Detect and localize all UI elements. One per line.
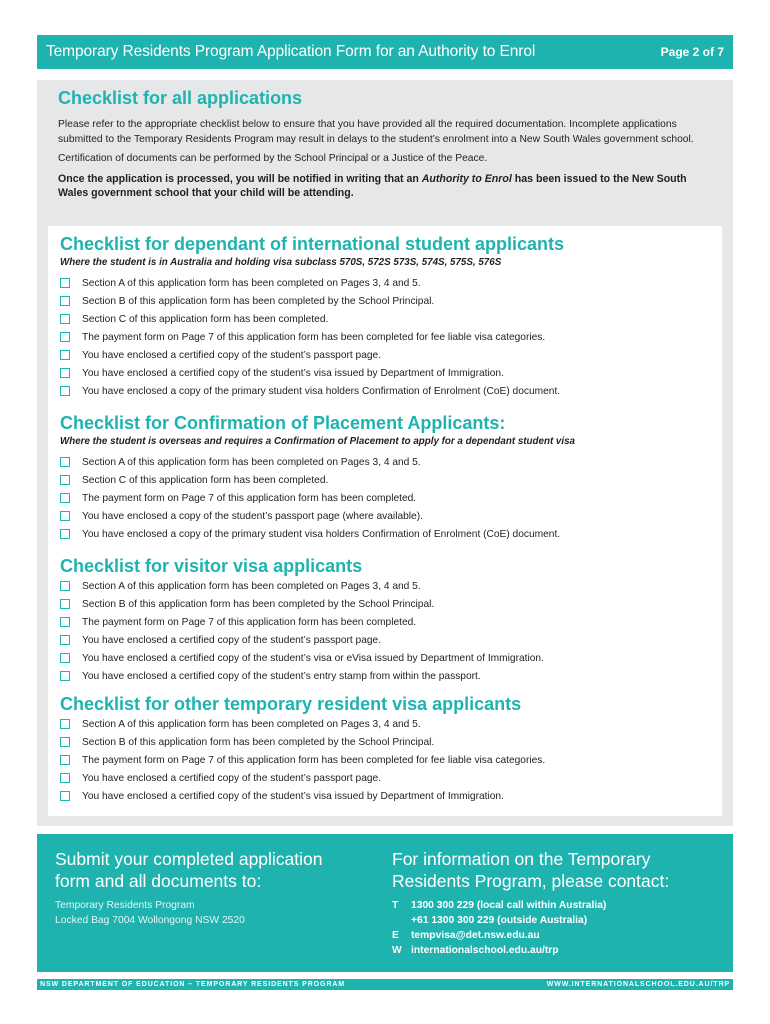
checkbox[interactable] [60,755,70,765]
address-line-1: Temporary Residents Program [55,900,195,911]
list-item [60,613,720,631]
item-label: You have enclosed a certified copy of the student’s passport page. [82,349,382,361]
item-label: The payment form on Page 7 of this application form has been completed. [82,492,417,504]
checkbox[interactable] [60,653,70,663]
checklist-confirmation-placement-section [60,412,720,543]
checkbox[interactable] [60,386,70,396]
list-item [60,577,720,595]
list-item [60,471,720,489]
phone-international[interactable]: +61 1300 300 229 (outside Australia) [411,915,588,926]
phone-local[interactable]: 1300 300 229 (local call within Australia) [411,900,607,911]
list-item [60,310,720,328]
list-item [60,769,720,787]
checkbox[interactable] [60,617,70,627]
email-link[interactable]: tempvisa@det.nsw.edu.au [411,930,540,941]
list-item [60,328,720,346]
checklist-dependant-section [60,233,720,400]
checkbox[interactable] [60,599,70,609]
checkbox[interactable] [60,332,70,342]
submit-heading-line-2: form and all documents to: [55,871,262,891]
intro-p3-end: has been issued to the New South Wales government school that your child will be attending. [58,172,687,199]
list-item [60,525,720,543]
contact-key: T [392,900,399,911]
intro-p3-start: Once the application is processed, you will be notified in writing that an [58,172,422,185]
page-header [37,35,733,69]
item-label: The payment form on Page 7 of this application form has been completed for fee liable visa categories. [82,754,546,766]
checkbox[interactable] [60,791,70,801]
list-item [60,292,720,310]
contact-key: E [392,930,399,941]
item-label: The payment form on Page 7 of this application form has been completed for fee liable visa categories. [82,331,546,343]
list-item [60,751,720,769]
checkbox[interactable] [60,314,70,324]
section-subheading: Where the student is in Australia and holding visa subclass 570S, 572S 573S, 574S, 575S, 576S [60,257,502,268]
item-label: Section A of this application form has been completed on Pages 3, 4 and 5. [82,456,421,468]
section-heading: Checklist for visitor visa applicants [60,556,363,576]
section-subheading: Where the student is overseas and requires a Confirmation of Placement to apply for a dependant student visa [60,436,575,447]
list-item [60,453,720,471]
checkbox[interactable] [60,475,70,485]
checkbox[interactable] [60,511,70,521]
checkbox[interactable] [60,719,70,729]
intro-paragraph-3 [58,172,718,201]
list-item [60,274,720,292]
item-label: The payment form on Page 7 of this application form has been completed. [82,616,417,628]
item-label: You have enclosed a certified copy of the student’s passport page. [82,772,382,784]
item-label: Section B of this application form has been completed by the School Principal. [82,295,435,307]
checkbox[interactable] [60,457,70,467]
checkbox[interactable] [60,350,70,360]
contact-row-phone-intl [392,913,669,928]
list-item [60,787,720,805]
page-number: Page 2 of 7 [660,45,724,59]
contact-row-phone [392,898,669,913]
info-heading-line-2: Residents Program, please contact: [392,871,670,891]
submit-heading-line-1: Submit your completed application [55,849,323,869]
section-heading: Checklist for dependant of international student applicants [60,234,565,254]
list-item [60,631,720,649]
item-label: Section C of this application form has been completed. [82,474,329,486]
checklist-visitor-visa-section [60,555,720,685]
intro-paragraph-2: Certification of documents can be performed by the School Principal or a Justice of the Peace. [58,153,488,164]
checkbox[interactable] [60,529,70,539]
submit-column [55,848,323,928]
address-line-2: Locked Bag 7004 Wollongong NSW 2520 [55,915,245,926]
intro-paragraph-1: Please refer to the appropriate checklist below to ensure that you have provided all the required documentation. Incomplete applications submitted to the Temporary Residents Program may result in delays to the student’s enrolment into a New South Wales government school. [58,119,694,145]
item-label: You have enclosed a certified copy of the student’s visa issued by Department of Immigration. [82,790,504,802]
item-label: You have enclosed a certified copy of the student’s visa or eVisa issued by Department of Immigration. [82,652,544,664]
information-column [392,848,669,958]
department-name: NSW DEPARTMENT OF EDUCATION – TEMPORARY RESIDENTS PROGRAM [40,981,345,988]
intro-heading: Checklist for all applications [58,88,303,108]
checkbox[interactable] [60,671,70,681]
item-label: You have enclosed a certified copy of the student’s passport page. [82,634,382,646]
list-item [60,489,720,507]
info-heading-line-1: For information on the Temporary [392,849,651,869]
form-title: Temporary Residents Program Application Form for an Authority to Enrol [46,43,536,60]
item-label: Section A of this application form has been completed on Pages 3, 4 and 5. [82,580,421,592]
checkbox[interactable] [60,737,70,747]
item-label: Section C of this application form has been completed. [82,313,329,325]
item-label: You have enclosed a certified copy of the student’s entry stamp from within the passport. [82,670,481,682]
item-label: You have enclosed a copy of the primary student visa holders Confirmation of Enrolment (CoE) document. [82,528,561,540]
contact-details [392,898,669,958]
list-item [60,595,720,613]
item-label: You have enclosed a copy of the primary student visa holders Confirmation of Enrolment (CoE) document. [82,385,561,397]
checkbox[interactable] [60,278,70,288]
contact-row-web [392,943,669,958]
contact-row-email [392,928,669,943]
intro-section [58,86,718,206]
section-heading: Checklist for Confirmation of Placement Applicants: [60,413,506,433]
section-heading: Checklist for other temporary resident visa applicants [60,694,522,714]
checkbox[interactable] [60,635,70,645]
contact-key: W [392,945,402,956]
list-item [60,346,720,364]
item-label: Section A of this application form has been completed on Pages 3, 4 and 5. [82,718,421,730]
item-label: You have enclosed a copy of the student’s passport page (where available). [82,510,423,522]
checkbox[interactable] [60,581,70,591]
checkbox[interactable] [60,773,70,783]
website-url[interactable]: WWW.INTERNATIONALSCHOOL.EDU.AU/TRP [546,981,730,988]
contact-key [392,913,411,928]
list-item [60,667,720,685]
list-item [60,733,720,751]
list-item [60,715,720,733]
checkbox[interactable] [60,296,70,306]
item-label: Section A of this application form has been completed on Pages 3, 4 and 5. [82,277,421,289]
checkbox[interactable] [60,368,70,378]
list-item [60,364,720,382]
list-item [60,382,720,400]
checklist-other-temporary-section [60,693,720,805]
bottom-bar [37,979,733,990]
item-label: Section B of this application form has been completed by the School Principal. [82,736,435,748]
item-label: Section B of this application form has been completed by the School Principal. [82,598,435,610]
intro-p3-emphasis: Authority to Enrol [421,172,512,185]
item-label: You have enclosed a certified copy of the student’s visa issued by Department of Immigration. [82,367,504,379]
postal-address [55,898,323,928]
website-link[interactable]: internationalschool.edu.au/trp [411,945,559,956]
list-item [60,507,720,525]
checkbox[interactable] [60,493,70,503]
list-item [60,649,720,667]
